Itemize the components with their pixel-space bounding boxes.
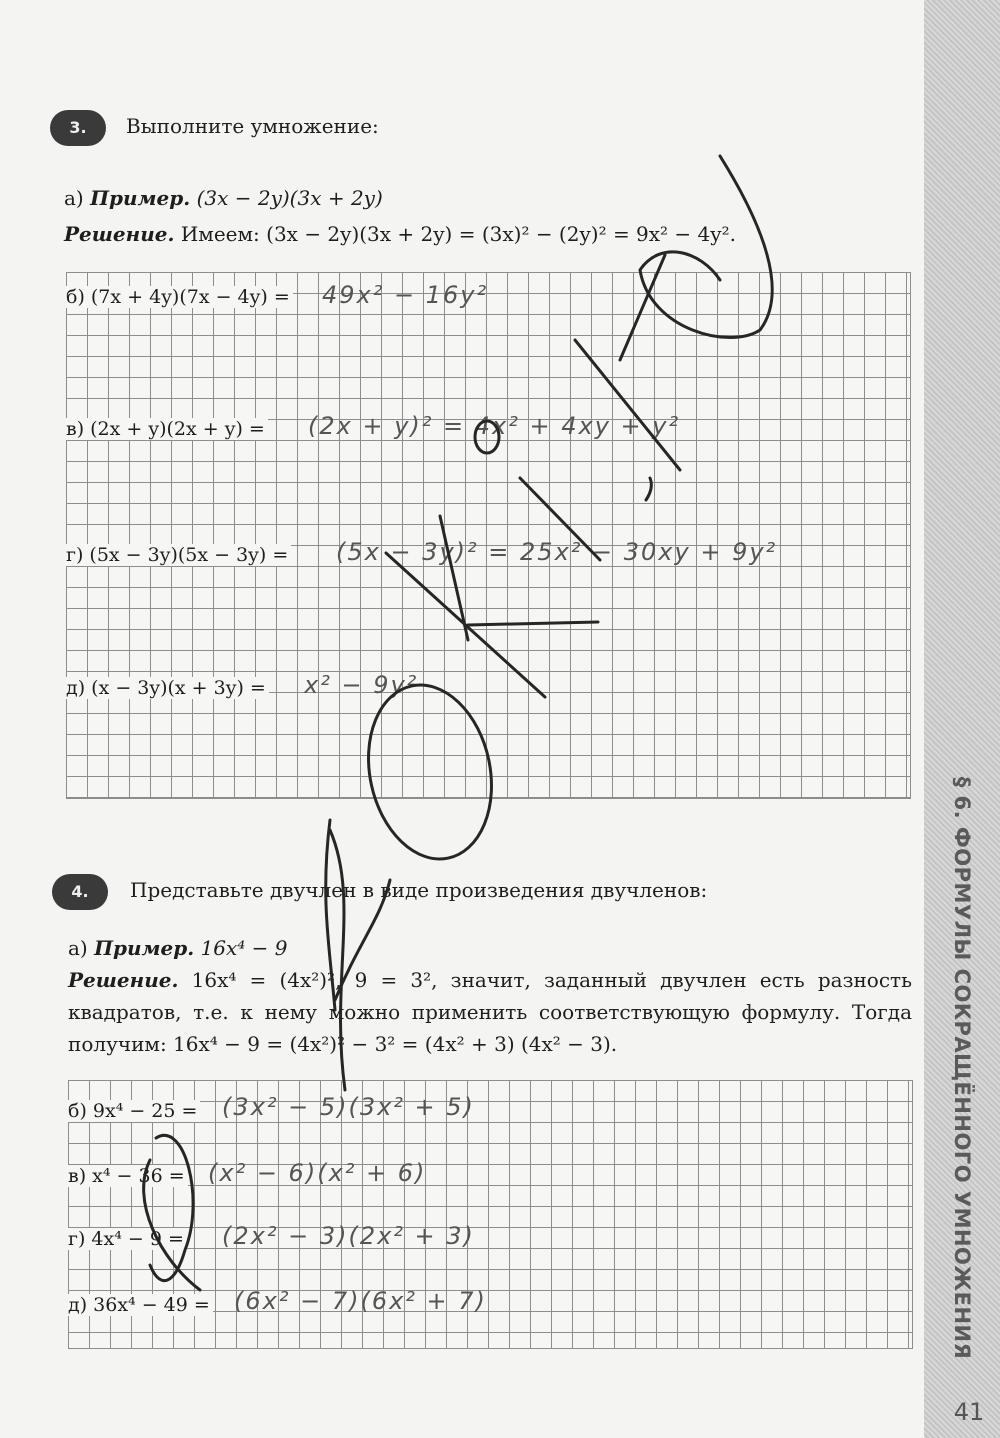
task-4-row-v-answer: (x² − 6)(x² + 6) (208, 1159, 427, 1187)
task-3-title: Выполните умножение: (126, 114, 379, 138)
task-3-solution (64, 222, 736, 246)
section-title: § 6. ФОРМУЛЫ СОКРАЩЁННОГО УМНОЖЕНИЯ (950, 776, 974, 1360)
example-expression: (3x − 2y)(3x + 2y) (196, 186, 383, 210)
task-3-answer-grid (66, 272, 911, 799)
task-4-row-b-label: б) 9x⁴ − 25 = (68, 1100, 200, 1122)
solution-label: Решение. (64, 222, 175, 246)
task-4-row-g-answer: (2x² − 3)(2x² + 3) (222, 1222, 475, 1250)
task-3-row-g-label: г) (5x − 3y)(5x − 3y) = (66, 544, 291, 566)
example-label: Пример. (94, 936, 195, 960)
task-3-example (64, 186, 383, 210)
task-4-row-v-label: в) x⁴ − 36 = (68, 1165, 188, 1187)
task-3-row-b-answer: 49x² − 16y² (322, 281, 489, 309)
example-prefix: а) (64, 186, 84, 210)
task-3-row-d-answer: x² − 9y² (304, 671, 419, 699)
example-expression: 16x⁴ − 9 (200, 936, 288, 960)
solution-text: Имеем: (3x − 2y)(3x + 2y) = (3x)² − (2y)² = 9x² − 4y². (180, 222, 736, 246)
example-label: Пример. (90, 186, 191, 210)
task-3-row-v-answer: (2x + y)² = 4x² + 4xy + y² (308, 412, 681, 440)
task-3-row-d-label: д) (x − 3y)(x + 3y) = (66, 677, 269, 699)
task-3-row-g-answer: (5x − 3y)² = 25x² − 30xy + 9y² (336, 538, 778, 566)
task-4-row-g-label: г) 4x⁴ − 9 = (68, 1228, 187, 1250)
task-4-row-d-answer: (6x² − 7)(6x² + 7) (234, 1287, 487, 1315)
task-4-example (68, 936, 288, 960)
solution-label: Решение. (68, 968, 179, 992)
task-4-row-b-answer: (3x² − 5)(3x² + 5) (222, 1093, 475, 1121)
solution-text: 16x⁴ = (4x²)², 9 = 3², значит, заданный двучлен есть разность квадратов, т.е. к нему можно применить соответствующую формулу. Тогда получим: 16x⁴ − 9 = (4x²)² − 3² = (4x² + 3) (4x² − 3). (68, 968, 913, 1056)
task-4-row-d-label: д) 36x⁴ − 49 = (68, 1294, 213, 1316)
task-4-solution (68, 964, 912, 1060)
task-4-badge: 4. (52, 874, 108, 910)
task-4-title: Представьте двучлен в виде произведения двучленов: (130, 878, 708, 902)
example-prefix: а) (68, 936, 88, 960)
task-3-badge: 3. (50, 110, 106, 146)
task-3-row-b-label: б) (7x + 4y)(7x − 4y) = (66, 286, 293, 308)
page-number: 41 (953, 1398, 985, 1426)
task-3-row-v-label: в) (2x + y)(2x + y) = (66, 418, 268, 440)
